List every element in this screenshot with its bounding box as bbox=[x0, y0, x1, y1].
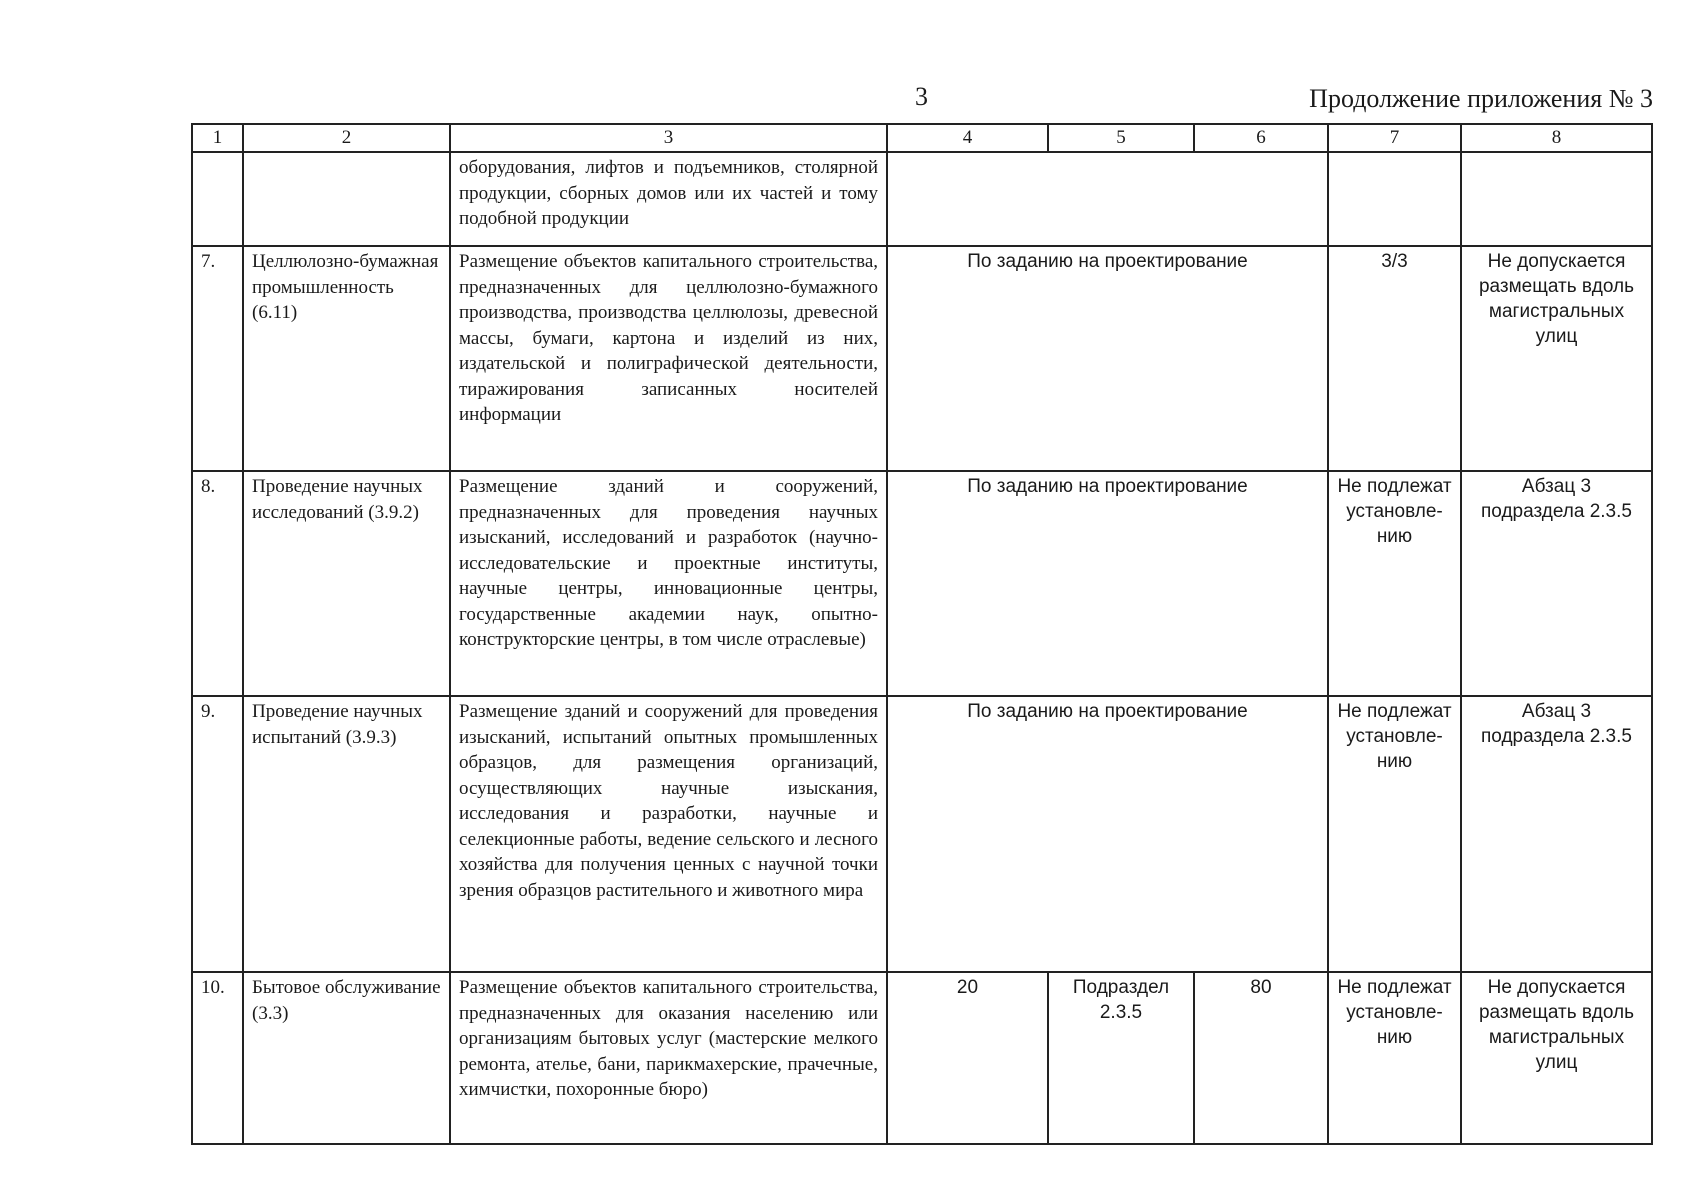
land-use-type: Целлюлозно-бумажная промышленность (6.11) bbox=[243, 246, 450, 471]
row-number: 8. bbox=[192, 471, 243, 696]
col8-value: Не допускается размещать вдоль магистральных улиц bbox=[1461, 246, 1652, 471]
land-use-description: Размещение объектов капитального строительства, предназначенных для оказания населению или организациям бытовых услуг (мастерские мелкого ремонта, ателье, бани, парикмахерские, прачечные, химчистки, похоронные бюро) bbox=[450, 972, 887, 1144]
col7-value: Не подлежат установле-нию bbox=[1328, 972, 1461, 1144]
parameters-cell bbox=[887, 152, 1328, 246]
table-row bbox=[192, 972, 1652, 1144]
table-row bbox=[192, 696, 1652, 972]
col8-value: Не допускается размещать вдоль магистральных улиц bbox=[1461, 972, 1652, 1144]
row-number bbox=[192, 152, 243, 246]
column-header: 1 bbox=[192, 124, 243, 152]
design-assignment-cell: По заданию на проектирование bbox=[887, 471, 1328, 696]
col4-value: 20 bbox=[887, 972, 1048, 1144]
row-number: 10. bbox=[192, 972, 243, 1144]
design-assignment-cell: По заданию на проектирование bbox=[887, 696, 1328, 972]
column-header: 3 bbox=[450, 124, 887, 152]
table-row bbox=[192, 152, 1652, 246]
design-assignment-cell: По заданию на проектирование bbox=[887, 246, 1328, 471]
col8-value: Абзац 3 подраздела 2.3.5 bbox=[1461, 471, 1652, 696]
table-row bbox=[192, 471, 1652, 696]
row-number: 9. bbox=[192, 696, 243, 972]
column-header: 6 bbox=[1194, 124, 1328, 152]
column-header: 8 bbox=[1461, 124, 1652, 152]
column-header: 7 bbox=[1328, 124, 1461, 152]
land-use-description: Размещение зданий и сооружений, предназначенных для проведения научных изысканий, исследований и разработок (научно-исследовательские и проектные институты, научные центры, инновационные центры, государственные академии наук, опытно-конструкторские центры, в том числе отраслевые) bbox=[450, 471, 887, 696]
continuation-title: Продолжение приложения № 3 bbox=[1309, 84, 1653, 113]
column-header: 2 bbox=[243, 124, 450, 152]
row-number: 7. bbox=[192, 246, 243, 471]
col8-value: Абзац 3 подраздела 2.3.5 bbox=[1461, 696, 1652, 972]
land-use-type: Проведение научных исследований (3.9.2) bbox=[243, 471, 450, 696]
col5-value: Подраздел 2.3.5 bbox=[1048, 972, 1194, 1144]
column-header: 5 bbox=[1048, 124, 1194, 152]
land-use-type: Бытовое обслуживание (3.3) bbox=[243, 972, 450, 1144]
table-row bbox=[192, 246, 1652, 471]
land-use-type: Проведение научных испытаний (3.9.3) bbox=[243, 696, 450, 972]
col7-value: Не подлежат установле-нию bbox=[1328, 471, 1461, 696]
land-use-type bbox=[243, 152, 450, 246]
page-number: 3 bbox=[915, 82, 928, 111]
col6-value: 80 bbox=[1194, 972, 1328, 1144]
column-header: 4 bbox=[887, 124, 1048, 152]
col7-value: Не подлежат установле-нию bbox=[1328, 696, 1461, 972]
col7-value: 3/3 bbox=[1328, 246, 1461, 471]
col7-value bbox=[1328, 152, 1461, 246]
regulations-table bbox=[191, 123, 1653, 1145]
col8-value bbox=[1461, 152, 1652, 246]
land-use-description: Размещение зданий и сооружений для проведения изысканий, испытаний опытных промышленных образцов, для размещения организаций, осуществляющих научные изыскания, исследования и разработки, научные и селекционные работы, ведение сельского и лесного хозяйства для получения ценных с научной точки зрения образцов растительного и животного мира bbox=[450, 696, 887, 972]
land-use-description: оборудования, лифтов и подъемников, столярной продукции, сборных домов или их частей и тому подобной продукции bbox=[450, 152, 887, 246]
header-row bbox=[192, 124, 1652, 152]
land-use-description: Размещение объектов капитального строительства, предназначенных для целлюлозно-бумажного производства, производства целлюлозы, древесной массы, бумаги, картона и изделий из них, издательской и полиграфической деятельности, тиражирования записанных носителей информации bbox=[450, 246, 887, 471]
